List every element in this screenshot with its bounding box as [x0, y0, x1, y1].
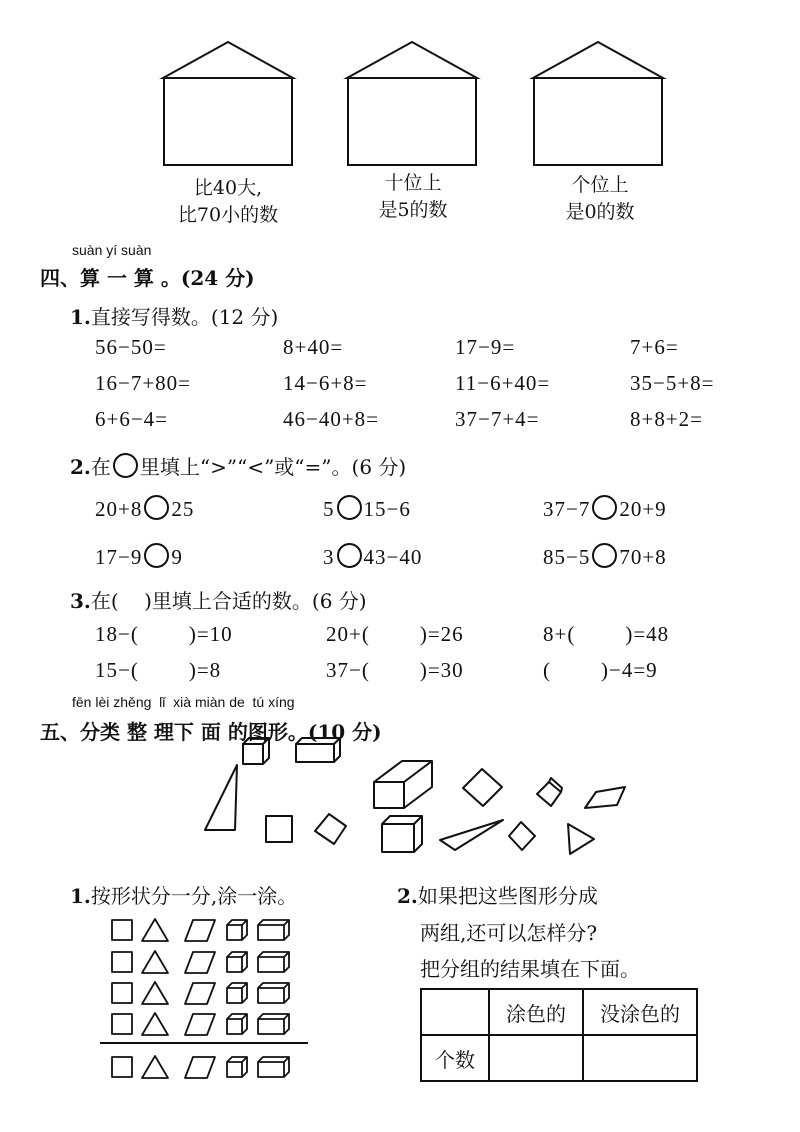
comparison-item: 5 15−6 [323, 497, 411, 521]
fill-item: 20+( )=26 [326, 622, 464, 646]
equation: 16−7+80= [95, 371, 192, 395]
regroup-question-line-1: 2.如果把这些图形分成 [397, 884, 598, 908]
house-1-caption: 比40大, 比70小的数 [177, 177, 279, 226]
square-icon [112, 983, 132, 1003]
equation: 56−50= [95, 335, 167, 359]
triangle-icon [142, 982, 168, 1004]
triangle-icon [142, 919, 168, 941]
answer-circle[interactable] [144, 543, 169, 568]
equation: 35−5+8= [630, 371, 715, 395]
square-icon [112, 952, 132, 972]
square-icon [112, 920, 132, 940]
cuboid-icon [258, 1057, 289, 1077]
equation: 37−7+4= [455, 407, 540, 431]
regroup-question-line-3: 把分组的结果填在下面。 [420, 957, 640, 981]
square-shape [315, 814, 346, 844]
comparison-item: 20+8 25 [95, 497, 195, 521]
table-header-colored: 涂色的 [489, 989, 583, 1035]
triangle-icon [142, 1056, 168, 1078]
answer-circle[interactable] [592, 543, 617, 568]
table-corner-cell [421, 989, 489, 1035]
cuboid-shape [296, 738, 340, 762]
parallelogram-icon [185, 920, 215, 941]
house-2-caption: 十位上 是5的数 [378, 172, 448, 221]
equation: 8+8+2= [630, 407, 704, 431]
equation: 14−6+8= [283, 371, 368, 395]
section4-pinyin: suàn yí suàn [72, 242, 152, 258]
cube-shape [537, 778, 562, 806]
parallelogram-icon [185, 952, 215, 973]
triangle-icon [142, 1013, 168, 1035]
square-shape [509, 822, 535, 850]
cube-icon [227, 920, 247, 940]
fill-item: 15−( )=8 [95, 658, 222, 682]
square-shape [463, 769, 502, 806]
triangle-icon [142, 951, 168, 973]
q3-heading: 3.在( )里填上合适的数。(6 分) [70, 589, 367, 613]
cuboid-icon [258, 920, 289, 940]
comparison-item: 17−9 9 [95, 545, 183, 569]
cube-shape [243, 738, 269, 764]
equation: 7+6= [630, 335, 679, 359]
shape-coloring-grid [95, 915, 315, 1085]
answer-circle[interactable] [337, 495, 362, 520]
comparison-item: 3 43−40 [323, 545, 423, 569]
regroup-question-line-2: 两组,还可以怎样分? [420, 921, 598, 945]
answer-cell[interactable] [583, 1035, 697, 1081]
cuboid-icon [258, 1014, 289, 1034]
square-shape [266, 816, 292, 842]
comparison-item: 37−7 20+9 [543, 497, 667, 521]
parallelogram-icon [185, 1014, 215, 1035]
cube-shape [382, 816, 422, 852]
circle-icon [113, 453, 138, 478]
triangle-shape [440, 820, 503, 850]
parallelogram-icon [185, 983, 215, 1004]
cube-icon [227, 983, 247, 1003]
sort-question-heading: 1.按形状分一分,涂一涂。 [70, 884, 298, 908]
answer-cell[interactable] [489, 1035, 583, 1081]
square-icon [112, 1014, 132, 1034]
table-header-uncolored: 没涂色的 [583, 989, 697, 1035]
long-cuboid-shape [374, 761, 432, 808]
house-1 [163, 42, 293, 142]
section5-title: 五、分类 整 理下 面 的图形。(10 分) [40, 720, 382, 744]
answer-circle[interactable] [592, 495, 617, 520]
triangle-shape [205, 765, 237, 830]
fill-item: 8+( )=48 [543, 622, 670, 646]
table-row-label: 个数 [421, 1035, 489, 1081]
scattered-shapes [200, 730, 640, 860]
q2-heading: 2.在 里填上“>”“<”或“=”。(6 分) [70, 455, 407, 479]
parallelogram-shape [585, 787, 625, 808]
answer-circle[interactable] [337, 543, 362, 568]
equation: 8+40= [283, 335, 344, 359]
house-2 [347, 42, 477, 142]
parallelogram-icon [185, 1057, 215, 1078]
triangle-shape [568, 824, 594, 854]
house-3 [533, 42, 663, 142]
cuboid-icon [258, 983, 289, 1003]
section5-pinyin: fēn lèi zhěng lǐ xià miàn de tú xíng [72, 694, 295, 710]
equation: 46−40+8= [283, 407, 380, 431]
q1-heading: 1.直接写得数。(12 分) [70, 305, 279, 329]
comparison-item: 85−5 70+8 [543, 545, 667, 569]
equation: 6+6−4= [95, 407, 169, 431]
fill-item: 37−( )=30 [326, 658, 464, 682]
fill-item: ( )−4=9 [543, 658, 658, 682]
cube-icon [227, 952, 247, 972]
cube-icon [227, 1057, 247, 1077]
answer-circle[interactable] [144, 495, 169, 520]
fill-item: 18−( )=10 [95, 622, 233, 646]
section4-title: 四、算 一 算 。(24 分) [40, 266, 255, 290]
square-icon [112, 1057, 132, 1077]
equation: 11−6+40= [455, 371, 551, 395]
equation: 17−9= [455, 335, 516, 359]
count-table [420, 988, 698, 1082]
cuboid-icon [258, 952, 289, 972]
cube-icon [227, 1014, 247, 1034]
house-3-caption: 个位上 是0的数 [565, 174, 635, 223]
